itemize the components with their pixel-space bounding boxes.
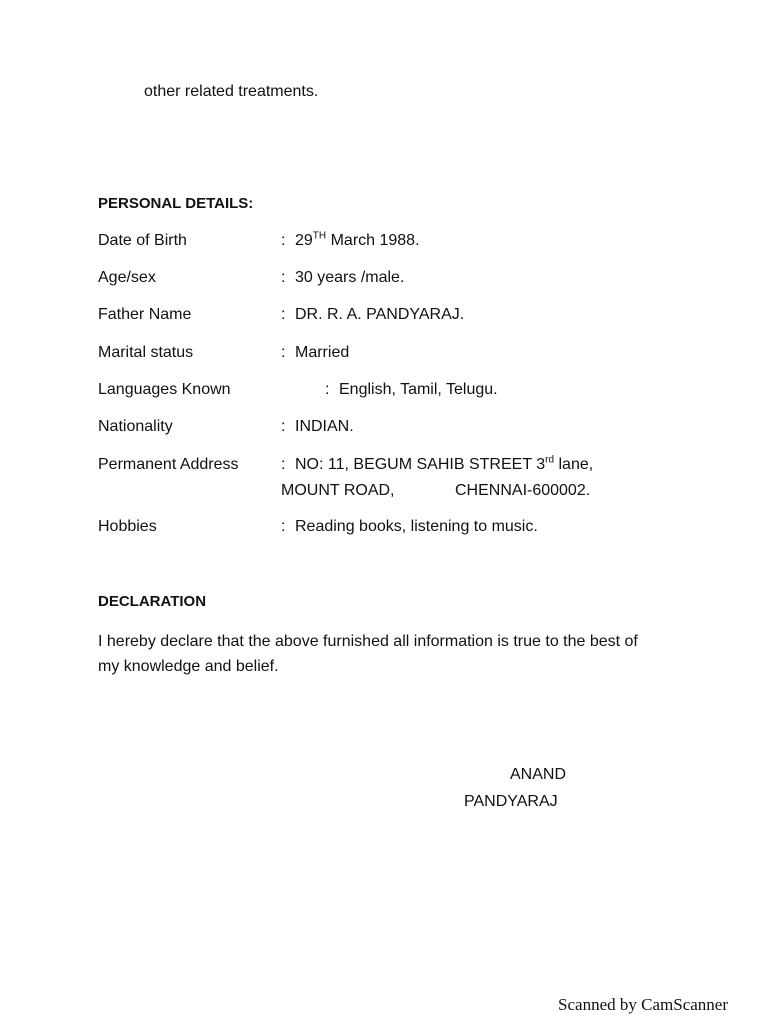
- address-line-1-end: lane,: [554, 456, 594, 473]
- nationality-label: Nationality: [98, 418, 173, 435]
- dob-value: [281, 232, 420, 250]
- intro-text: other related treatments.: [144, 83, 319, 100]
- separator: :: [281, 232, 286, 249]
- marital-status-label: Marital status: [98, 344, 194, 361]
- dob-rest: March 1988.: [326, 232, 420, 249]
- address-label: Permanent Address: [98, 456, 239, 473]
- age-sex-label: Age/sex: [98, 269, 156, 286]
- personal-details-heading: PERSONAL DETAILS:: [98, 195, 254, 212]
- scanner-watermark: Scanned by CamScanner: [558, 995, 728, 1014]
- nationality-value: [281, 418, 354, 436]
- languages-text: English, Tamil, Telugu.: [339, 381, 498, 398]
- father-name-text: DR. R. A. PANDYARAJ.: [295, 306, 465, 323]
- address-line-2-part-1: MOUNT ROAD,: [281, 482, 395, 499]
- hobbies-value: [281, 518, 538, 536]
- separator: :: [281, 344, 286, 361]
- dob-day: 29: [295, 232, 313, 249]
- separator: :: [281, 518, 286, 535]
- father-name-label: Father Name: [98, 306, 192, 323]
- age-sex-value: [281, 269, 404, 287]
- marital-status-value: [281, 344, 349, 362]
- separator: :: [281, 269, 286, 286]
- age-sex-text: 30 years /male.: [295, 269, 405, 286]
- separator: :: [281, 306, 286, 323]
- declaration-heading: DECLARATION: [98, 593, 207, 610]
- signature-last-name: PANDYARAJ: [464, 793, 558, 810]
- marital-status-text: Married: [295, 344, 350, 361]
- separator: :: [281, 456, 286, 473]
- declaration-text: I hereby declare that the above furnished all information is true to the best of my knowledge and belief.: [98, 633, 638, 675]
- hobbies-text: Reading books, listening to music.: [295, 518, 538, 535]
- dob-day-suffix: TH: [312, 230, 327, 242]
- separator: :: [281, 418, 286, 435]
- nationality-text: INDIAN.: [295, 418, 354, 435]
- address-line-2-part-2: CHENNAI-600002.: [455, 482, 591, 499]
- dob-label: Date of Birth: [98, 232, 187, 249]
- languages-value: [325, 381, 498, 399]
- signature-first-name: ANAND: [510, 766, 567, 783]
- address-line-1-start: NO: 11, BEGUM SAHIB STREET 3: [295, 456, 546, 473]
- separator: :: [325, 381, 330, 398]
- languages-label: Languages Known: [98, 381, 231, 398]
- address-ordinal-suffix: rd: [545, 454, 555, 466]
- father-name-value: [281, 306, 464, 324]
- address-line-1: [281, 456, 593, 474]
- hobbies-label: Hobbies: [98, 518, 157, 535]
